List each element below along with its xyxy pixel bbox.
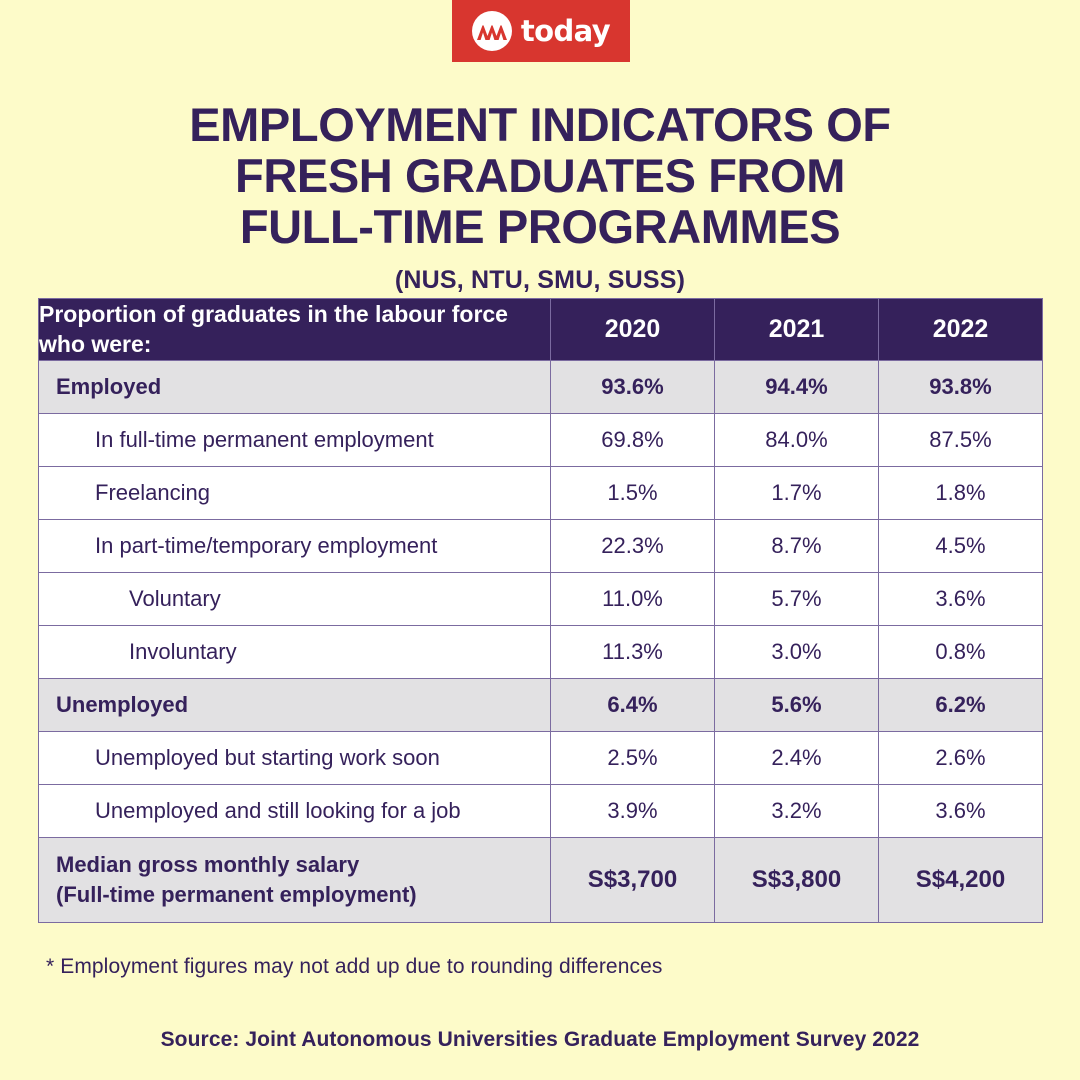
column-header-label: Proportion of graduates in the labour force who were: — [39, 299, 551, 361]
cell-value-2021: 8.7% — [715, 519, 879, 572]
cell-value-2020: 22.3% — [551, 519, 715, 572]
cell-value-2022: 3.6% — [879, 572, 1043, 625]
row-label: Employed — [39, 360, 551, 413]
cell-salary-2022: S$4,200 — [879, 837, 1043, 922]
table-header — [39, 299, 1043, 361]
cell-value-2021: 94.4% — [715, 360, 879, 413]
title-line-3: FULL-TIME PROGRAMMES — [239, 199, 841, 253]
column-header-2022: 2022 — [879, 299, 1043, 361]
column-header-2021: 2021 — [715, 299, 879, 361]
cell-value-2020: 11.0% — [551, 572, 715, 625]
table-row — [39, 466, 1043, 519]
cell-value-2022: 0.8% — [879, 625, 1043, 678]
cell-value-2022: 4.5% — [879, 519, 1043, 572]
cell-value-2022: 87.5% — [879, 413, 1043, 466]
cell-value-2021: 1.7% — [715, 466, 879, 519]
table-row — [39, 784, 1043, 837]
brand-wordmark: today — [520, 13, 611, 48]
data-table — [38, 298, 1043, 923]
brand-logo-bar — [452, 0, 630, 62]
cell-value-2020: 93.6% — [551, 360, 715, 413]
table-row — [39, 519, 1043, 572]
cell-value-2021: 2.4% — [715, 731, 879, 784]
cell-value-2020: 6.4% — [551, 678, 715, 731]
row-label: In full-time permanent employment — [39, 413, 551, 466]
table-row — [39, 731, 1043, 784]
cell-value-2021: 84.0% — [715, 413, 879, 466]
page-title — [0, 100, 1080, 295]
employment-indicators-table — [38, 298, 1042, 923]
cell-value-2022: 1.8% — [879, 466, 1043, 519]
table-row — [39, 625, 1043, 678]
table-body — [39, 360, 1043, 922]
table-row — [39, 572, 1043, 625]
today-m-logo-icon — [472, 11, 512, 51]
cell-value-2022: 3.6% — [879, 784, 1043, 837]
source-text: Source: Joint Autonomous Universities Graduate Employment Survey 2022 — [160, 1028, 920, 1051]
title-line-1: EMPLOYMENT INDICATORS OF — [189, 98, 891, 151]
cell-value-2020: 1.5% — [551, 466, 715, 519]
cell-value-2020: 2.5% — [551, 731, 715, 784]
cell-value-2021: 5.6% — [715, 678, 879, 731]
row-label: Unemployed — [39, 678, 551, 731]
table-header-row — [39, 299, 1043, 361]
cell-value-2020: 11.3% — [551, 625, 715, 678]
cell-value-2022: 93.8% — [879, 360, 1043, 413]
row-label: Involuntary — [39, 625, 551, 678]
table-row — [39, 678, 1043, 731]
row-label: Unemployed but starting work soon — [39, 731, 551, 784]
footnote-text: * Employment figures may not add up due to rounding differences — [46, 955, 663, 978]
table-row — [39, 360, 1043, 413]
row-label: Unemployed and still looking for a job — [39, 784, 551, 837]
cell-value-2021: 5.7% — [715, 572, 879, 625]
page-subtitle: (NUS, NTU, SMU, SUSS) — [394, 266, 686, 295]
cell-value-2021: 3.2% — [715, 784, 879, 837]
cell-salary-2020: S$3,700 — [551, 837, 715, 922]
title-line-2: FRESH GRADUATES FROM — [235, 148, 845, 202]
cell-value-2020: 3.9% — [551, 784, 715, 837]
table-row — [39, 413, 1043, 466]
cell-value-2020: 69.8% — [551, 413, 715, 466]
cell-value-2022: 2.6% — [879, 731, 1043, 784]
row-label: In part-time/temporary employment — [39, 519, 551, 572]
row-label: Freelancing — [39, 466, 551, 519]
cell-value-2021: 3.0% — [715, 625, 879, 678]
cell-salary-2021: S$3,800 — [715, 837, 879, 922]
column-header-2020: 2020 — [551, 299, 715, 361]
row-label-salary: Median gross monthly salary (Full-time permanent employment) — [39, 837, 551, 922]
row-label: Voluntary — [39, 572, 551, 625]
cell-value-2022: 6.2% — [879, 678, 1043, 731]
table-row-total — [39, 837, 1043, 922]
